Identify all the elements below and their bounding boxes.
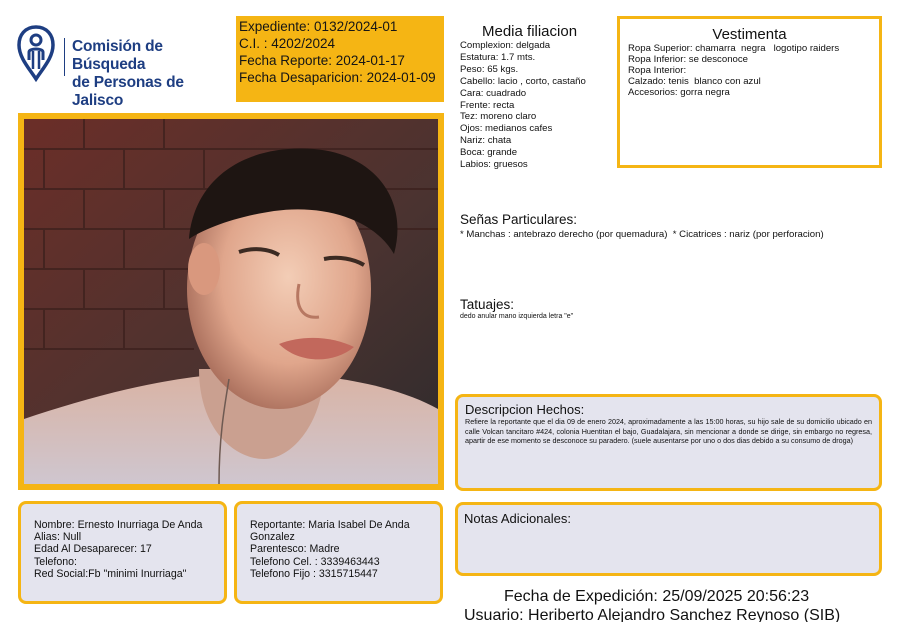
notas-title: Notas Adicionales: [464, 511, 571, 526]
boca: Boca: grande [460, 147, 518, 159]
complexion: Complexion: delgada [460, 40, 551, 51]
senas-title: Señas Particulares: [460, 212, 578, 227]
tatuajes-title: Tatuajes: [460, 297, 515, 312]
disappearance-date: Fecha Desaparicion: 2024-01-09 [239, 70, 436, 85]
fecha-expedicion: Fecha de Expedición: 25/09/2025 20:56:23 [504, 588, 810, 605]
ropa-superior: Ropa Superior: chamarra negra logotipo raiders [628, 43, 840, 54]
ropa-inferior: Ropa Inferior: se desconoce [628, 54, 748, 65]
reportante-box [234, 501, 443, 604]
descripcion-text: Refiere la reportante que el dia 09 de enero 2024, aproximadamente a las 15:00 horas, su hijo sale de su domicilio ubicado en calle Volcan tancitaro #424, colonia Huentitan el bajo, Guadalajara, sin mencionar a donde se dirige, sin embargo no regresa, apartir de ese momento se desconoce su paradero. (suele ausentarse por uno o dos dias debido a su consumo de droga) [465, 417, 872, 446]
descripcion-box [455, 394, 882, 491]
reportante-tel-fijo: Telefono Fijo : 3315715447 [250, 567, 378, 580]
persona-telefono: Telefono: [34, 555, 77, 568]
persona-box [18, 501, 227, 604]
logo-text [72, 38, 231, 110]
missing-person-photo [24, 119, 438, 484]
vestimenta-list [628, 43, 871, 98]
logo-divider [64, 38, 65, 76]
frente: Frente: recta [460, 99, 515, 111]
agency-logo [16, 24, 231, 109]
ropa-interior: Ropa Interior: [628, 65, 687, 76]
cabello: Cabello: lacio , corto, castaño [460, 75, 586, 87]
logo-line-2: de Personas de Jalisco [72, 74, 184, 109]
tez: Tez: moreno claro [460, 111, 537, 123]
expediente-box [236, 16, 444, 102]
ojos: Ojos: medianos cafes [460, 123, 553, 135]
senas-text: * Manchas : antebrazo derecho (por quemadura) * Cicatrices : nariz (por perforacion) [460, 229, 824, 240]
nariz: Nariz: chata [460, 135, 512, 147]
cara: Cara: cuadrado [460, 87, 527, 99]
estatura: Estatura: 1.7 mts. [460, 51, 536, 63]
tatuajes-text: dedo anular mano izquierda letra "e" [460, 313, 574, 320]
photo-frame [18, 113, 444, 490]
calzado: Calzado: tenis blanco con azul [628, 76, 761, 87]
media-filiacion-title: Media filiacion [482, 23, 578, 40]
expediente-number: Expediente: 0132/2024-01 [239, 19, 398, 34]
accesorios: Accesorios: gorra negra [628, 87, 730, 98]
notas-box [455, 502, 882, 576]
usuario: Usuario: Heriberto Alejandro Sanchez Reynoso (SIB) [464, 607, 841, 622]
reportante-tel-cel: Telefono Cel. : 3339463443 [250, 555, 380, 568]
peso: Peso: 65 kgs. [460, 63, 519, 75]
ci-number: C.I. : 4202/2024 [239, 36, 336, 51]
persona-edad: Edad Al Desaparecer: 17 [34, 543, 152, 556]
reportante-parentesco: Parentesco: Madre [250, 543, 340, 556]
persona-nombre: Nombre: Ernesto Inurriaga De Anda [34, 519, 203, 531]
descripcion-title: Descripcion Hechos: [465, 402, 585, 417]
persona-red-social: Red Social:Fb "minimi Inurriaga" [34, 567, 187, 580]
vestimenta-title: Vestimenta [712, 26, 787, 43]
reportante-nombre: Reportante: Maria Isabel De Anda Gonzalez [250, 519, 410, 544]
vestimenta-box [617, 16, 882, 168]
media-filiacion-list [460, 40, 586, 171]
report-date: Fecha Reporte: 2024-01-17 [239, 53, 405, 68]
labios: Labios: gruesos [460, 159, 528, 171]
persona-alias: Alias: Null [34, 531, 82, 544]
person-pin-icon [16, 24, 56, 82]
logo-line-1: Comisión de Búsqueda [72, 38, 163, 73]
